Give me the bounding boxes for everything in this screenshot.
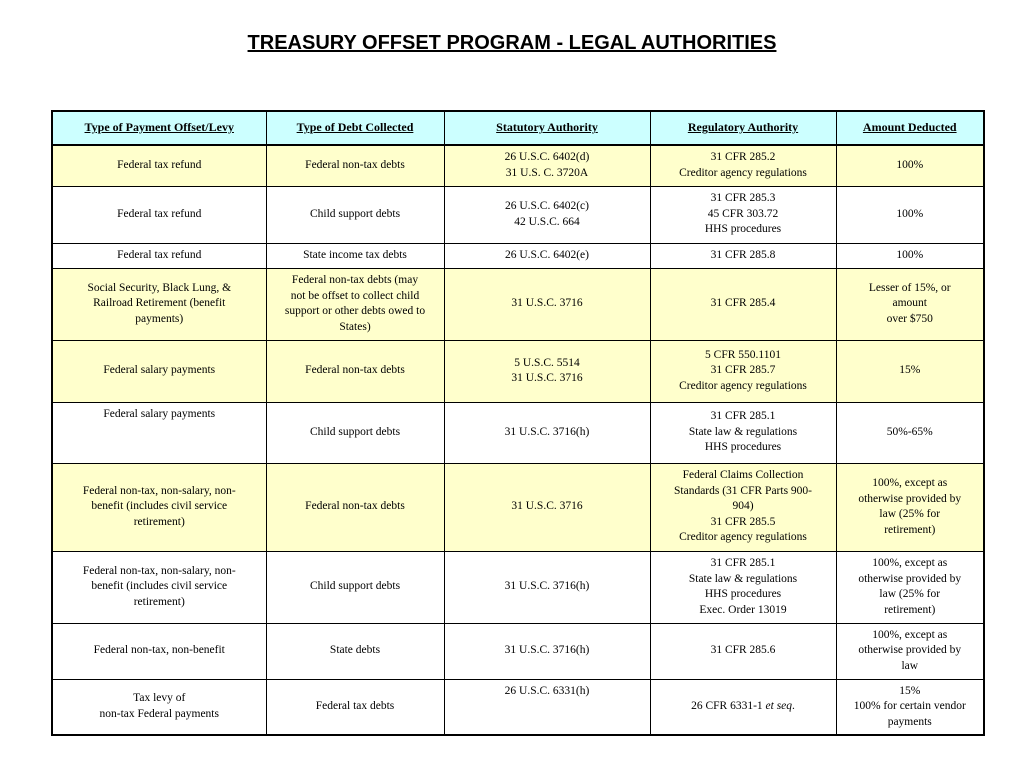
column-header-debt-type: Type of Debt Collected bbox=[266, 111, 444, 145]
table-row bbox=[52, 623, 984, 679]
statutory-authority-cell: 31 U.S.C. 3716(h) bbox=[444, 551, 650, 623]
table-row bbox=[52, 243, 984, 268]
column-header-amount-deducted: Amount Deducted bbox=[836, 111, 984, 145]
table-row bbox=[52, 463, 984, 551]
amount-deducted-cell: 100%, except as otherwise provided by law (25% for retirement) bbox=[836, 551, 984, 623]
debt-type-cell: Federal non-tax debts bbox=[266, 463, 444, 551]
regulatory-authority-cell: 31 CFR 285.3 45 CFR 303.72 HHS procedures bbox=[650, 186, 836, 243]
page-title: TREASURY OFFSET PROGRAM - LEGAL AUTHORITIES bbox=[247, 32, 777, 54]
amount-deducted-cell: 15% 100% for certain vendor payments bbox=[836, 679, 984, 735]
legal-authorities-table bbox=[51, 110, 985, 736]
payment-type-cell: Federal non-tax, non-salary, non- benefit (includes civil service retirement) bbox=[52, 551, 266, 623]
table-header-row bbox=[52, 111, 984, 145]
debt-type-cell: State income tax debts bbox=[266, 243, 444, 268]
statutory-authority-cell: 26 U.S.C. 6331(h) bbox=[444, 679, 650, 735]
regulatory-authority-cell: Federal Claims Collection Standards (31 CFR Parts 900- 904) 31 CFR 285.5 Creditor agency regulations bbox=[650, 463, 836, 551]
amount-deducted-cell: 15% bbox=[836, 340, 984, 402]
amount-deducted-cell: 100%, except as otherwise provided by law (25% for retirement) bbox=[836, 463, 984, 551]
amount-deducted-cell: 50%-65% bbox=[836, 402, 984, 463]
regulatory-authority-cell: 31 CFR 285.1 State law & regulations HHS procedures bbox=[650, 402, 836, 463]
table-row bbox=[52, 679, 984, 735]
regulatory-authority-cell: 26 CFR 6331-1 et seq. bbox=[650, 679, 836, 735]
debt-type-cell: Child support debts bbox=[266, 186, 444, 243]
payment-type-cell: Federal non-tax, non-salary, non- benefit (includes civil service retirement) bbox=[52, 463, 266, 551]
payment-type-cell: Federal salary payments bbox=[52, 402, 266, 463]
regulatory-authority-cell: 31 CFR 285.2 Creditor agency regulations bbox=[650, 145, 836, 186]
statutory-authority-cell: 31 U.S.C. 3716(h) bbox=[444, 623, 650, 679]
statutory-authority-cell: 26 U.S.C. 6402(c) 42 U.S.C. 664 bbox=[444, 186, 650, 243]
debt-type-cell: Federal non-tax debts bbox=[266, 340, 444, 402]
payment-type-cell: Federal tax refund bbox=[52, 186, 266, 243]
table-row bbox=[52, 145, 984, 186]
statutory-authority-cell: 31 U.S.C. 3716(h) bbox=[444, 402, 650, 463]
statutory-authority-cell: 26 U.S.C. 6402(e) bbox=[444, 243, 650, 268]
statutory-authority-cell: 26 U.S.C. 6402(d) 31 U.S. C. 3720A bbox=[444, 145, 650, 186]
table-row bbox=[52, 402, 984, 463]
debt-type-cell: Federal non-tax debts bbox=[266, 145, 444, 186]
regulatory-authority-cell: 31 CFR 285.6 bbox=[650, 623, 836, 679]
payment-type-cell: Federal tax refund bbox=[52, 145, 266, 186]
regulatory-authority-cell: 5 CFR 550.1101 31 CFR 285.7 Creditor agency regulations bbox=[650, 340, 836, 402]
payment-type-cell: Federal salary payments bbox=[52, 340, 266, 402]
payment-type-cell: Tax levy of non-tax Federal payments bbox=[52, 679, 266, 735]
amount-deducted-cell: 100%, except as otherwise provided by law bbox=[836, 623, 984, 679]
debt-type-cell: Child support debts bbox=[266, 551, 444, 623]
debt-type-cell: Child support debts bbox=[266, 402, 444, 463]
payment-type-cell: Federal tax refund bbox=[52, 243, 266, 268]
column-header-statutory-authority: Statutory Authority bbox=[444, 111, 650, 145]
amount-deducted-cell: 100% bbox=[836, 243, 984, 268]
table-row bbox=[52, 340, 984, 402]
payment-type-cell: Federal non-tax, non-benefit bbox=[52, 623, 266, 679]
statutory-authority-cell: 31 U.S.C. 3716 bbox=[444, 268, 650, 340]
regulatory-authority-cell: 31 CFR 285.4 bbox=[650, 268, 836, 340]
table-row bbox=[52, 268, 984, 340]
payment-type-cell: Social Security, Black Lung, & Railroad Retirement (benefit payments) bbox=[52, 268, 266, 340]
regulatory-authority-cell: 31 CFR 285.1 State law & regulations HHS procedures Exec. Order 13019 bbox=[650, 551, 836, 623]
amount-deducted-cell: 100% bbox=[836, 186, 984, 243]
column-header-payment-type: Type of Payment Offset/Levy bbox=[52, 111, 266, 145]
amount-deducted-cell: Lesser of 15%, or amount over $750 bbox=[836, 268, 984, 340]
table-row bbox=[52, 186, 984, 243]
statutory-authority-cell: 31 U.S.C. 3716 bbox=[444, 463, 650, 551]
debt-type-cell: Federal tax debts bbox=[266, 679, 444, 735]
debt-type-cell: Federal non-tax debts (may not be offset to collect child support or other debts owed to States) bbox=[266, 268, 444, 340]
column-header-regulatory-authority: Regulatory Authority bbox=[650, 111, 836, 145]
amount-deducted-cell: 100% bbox=[836, 145, 984, 186]
et-seq-emphasis: et seq bbox=[765, 700, 793, 712]
regulatory-authority-cell: 31 CFR 285.8 bbox=[650, 243, 836, 268]
table-row bbox=[52, 551, 984, 623]
debt-type-cell: State debts bbox=[266, 623, 444, 679]
statutory-authority-cell: 5 U.S.C. 5514 31 U.S.C. 3716 bbox=[444, 340, 650, 402]
